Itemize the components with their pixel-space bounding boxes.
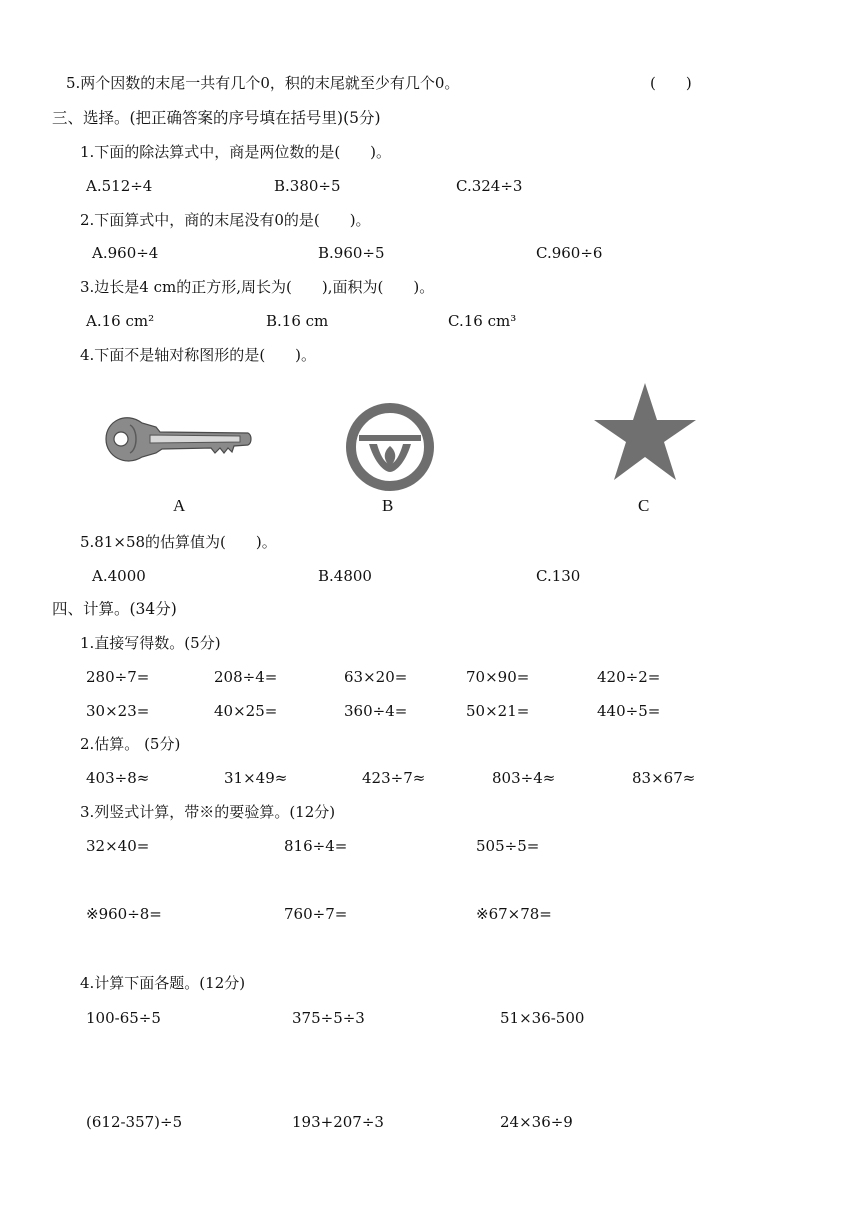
key-icon bbox=[100, 405, 255, 475]
question-3-3: 3.边长是4 cm的正方形,周长为( ),面积为( )。 bbox=[80, 278, 435, 296]
estimate-item: 423÷7≈ bbox=[362, 769, 426, 787]
option-b: B.380÷5 bbox=[274, 177, 341, 195]
calc-item: 50×21= bbox=[466, 702, 530, 720]
problem-4-3-title: 3.列竖式计算，带※的要验算。(12分) bbox=[80, 803, 336, 821]
option-a: A.960÷4 bbox=[92, 244, 159, 262]
expression-item: 375÷5÷3 bbox=[292, 1009, 365, 1027]
option-b: B.960÷5 bbox=[318, 244, 385, 262]
star-icon bbox=[590, 380, 700, 485]
estimate-item: 31×49≈ bbox=[224, 769, 288, 787]
question-3-4: 4.下面不是轴对称图形的是( )。 bbox=[80, 346, 317, 364]
circular-emblem-icon bbox=[345, 402, 435, 492]
question-3-1: 1.下面的除法算式中，商是两位数的是( )。 bbox=[80, 143, 392, 161]
section-4-title: 四、计算。(34分) bbox=[52, 600, 177, 618]
expression-item: 193+207÷3 bbox=[292, 1113, 384, 1131]
figure-label-b: B bbox=[382, 496, 394, 515]
problem-4-1-title: 1.直接写得数。(5分) bbox=[80, 634, 221, 652]
calc-item: 70×90= bbox=[466, 668, 530, 686]
estimate-item: 803÷4≈ bbox=[492, 769, 556, 787]
calc-item: 63×20= bbox=[344, 668, 408, 686]
question-3-2: 2.下面算式中，商的末尾没有0的是( )。 bbox=[80, 211, 371, 229]
expression-item: 100-65÷5 bbox=[86, 1009, 161, 1027]
estimate-item: 83×67≈ bbox=[632, 769, 696, 787]
calc-item: 40×25= bbox=[214, 702, 278, 720]
option-a: A.16 cm² bbox=[86, 312, 155, 330]
calc-item: 360÷4= bbox=[344, 702, 408, 720]
expression-item: 24×36÷9 bbox=[500, 1113, 573, 1131]
option-c: C.16 cm³ bbox=[448, 312, 517, 330]
vertical-calc-item: 760÷7= bbox=[284, 905, 348, 923]
answer-paren[interactable]: ( ) bbox=[650, 74, 692, 92]
problem-4-4-title: 4.计算下面各题。(12分) bbox=[80, 974, 246, 992]
option-b: B.16 cm bbox=[266, 312, 329, 330]
option-c: C.130 bbox=[536, 567, 581, 585]
section-3-title: 三、选择。(把正确答案的序号填在括号里)(5分) bbox=[52, 109, 381, 127]
judge-question-5: 5.两个因数的末尾一共有几个0，积的末尾就至少有几个0。 bbox=[66, 74, 460, 92]
vertical-calc-item: ※67×78= bbox=[476, 905, 552, 923]
option-c: C.324÷3 bbox=[456, 177, 523, 195]
estimate-item: 403÷8≈ bbox=[86, 769, 150, 787]
problem-4-2-title: 2.估算。 (5分) bbox=[80, 735, 181, 753]
figure-label-a: A bbox=[173, 496, 186, 515]
option-c: C.960÷6 bbox=[536, 244, 603, 262]
expression-item: 51×36-500 bbox=[500, 1009, 585, 1027]
calc-item: 208÷4= bbox=[214, 668, 278, 686]
calc-item: 280÷7= bbox=[86, 668, 150, 686]
calc-item: 30×23= bbox=[86, 702, 150, 720]
question-3-5: 5.81×58的估算值为( )。 bbox=[80, 533, 277, 551]
option-a: A.512÷4 bbox=[86, 177, 153, 195]
vertical-calc-item: 32×40= bbox=[86, 837, 150, 855]
vertical-calc-item: 505÷5= bbox=[476, 837, 540, 855]
calc-item: 440÷5= bbox=[597, 702, 661, 720]
calc-item: 420÷2= bbox=[597, 668, 661, 686]
option-b: B.4800 bbox=[318, 567, 372, 585]
figure-label-c: C bbox=[638, 496, 650, 515]
option-a: A.4000 bbox=[92, 567, 146, 585]
vertical-calc-item: ※960÷8= bbox=[86, 905, 162, 923]
expression-item: (612-357)÷5 bbox=[86, 1113, 183, 1131]
vertical-calc-item: 816÷4= bbox=[284, 837, 348, 855]
